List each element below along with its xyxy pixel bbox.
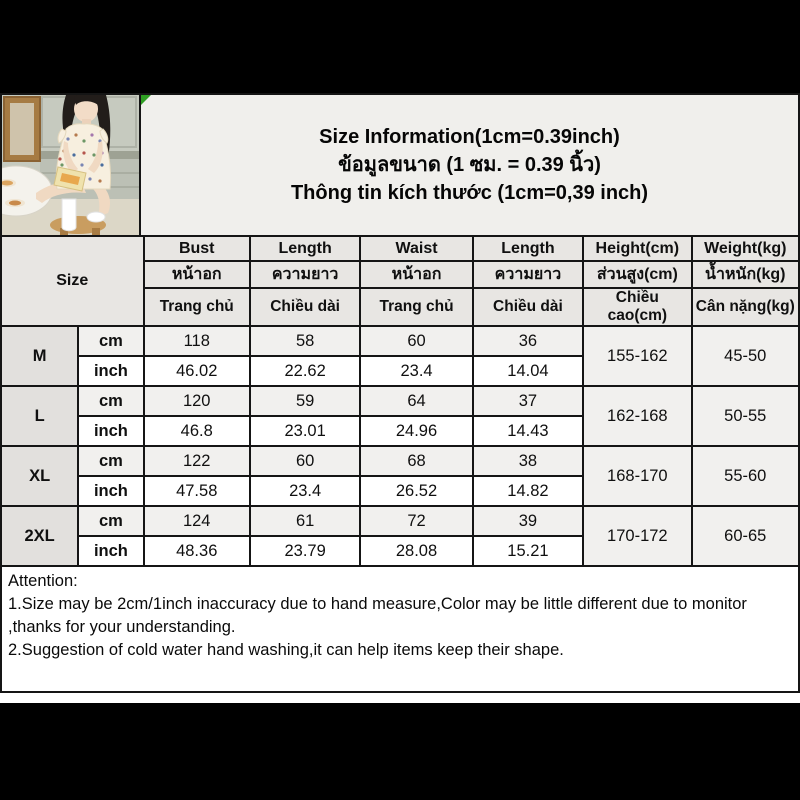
header-length2-vi: Chiều dài xyxy=(473,288,583,326)
table-cell: 28.08 xyxy=(360,536,472,566)
table-cell: 15.21 xyxy=(473,536,583,566)
table-row-m-cm xyxy=(1,326,799,356)
height-range-xl: 168-170 xyxy=(583,446,691,506)
table-cell: 60 xyxy=(360,326,472,356)
size-label-2xl: 2XL xyxy=(1,506,78,566)
header-height-vi: Chiều cao(cm) xyxy=(583,288,691,326)
table-cell: 118 xyxy=(144,326,250,356)
table-row-xl-cm xyxy=(1,446,799,476)
table-cell: 68 xyxy=(360,446,472,476)
green-corner-marker xyxy=(141,95,151,105)
unit-label: inch xyxy=(78,536,143,566)
table-cell: 122 xyxy=(144,446,250,476)
table-cell: 39 xyxy=(473,506,583,536)
table-cell: 23.4 xyxy=(250,476,360,506)
header-weight-en: Weight(kg) xyxy=(692,236,799,261)
title-thai: ข้อมูลขนาด (1 ซม. = 0.39 นิ้ว) xyxy=(338,154,601,176)
header-bust-th: หน้าอก xyxy=(144,261,250,288)
table-cell: 23.79 xyxy=(250,536,360,566)
size-table xyxy=(0,235,800,567)
table-cell: 58 xyxy=(250,326,360,356)
product-photo-illustration xyxy=(2,95,139,235)
table-cell: 61 xyxy=(250,506,360,536)
weight-range-2xl: 60-65 xyxy=(692,506,799,566)
header-length-th: ความยาว xyxy=(250,261,360,288)
table-cell: 22.62 xyxy=(250,356,360,386)
header-weight-th: น้ำหนัก(kg) xyxy=(692,261,799,288)
table-cell: 38 xyxy=(473,446,583,476)
table-cell: 48.36 xyxy=(144,536,250,566)
table-cell: 36 xyxy=(473,326,583,356)
table-row-l-cm xyxy=(1,386,799,416)
attention-heading: Attention: xyxy=(8,572,78,590)
height-range-l: 162-168 xyxy=(583,386,691,446)
table-cell: 26.52 xyxy=(360,476,472,506)
title-english: Size Information(1cm=0.39inch) xyxy=(319,126,620,148)
table-cell: 14.43 xyxy=(473,416,583,446)
header-weight-vi: Cân nặng(kg) xyxy=(692,288,799,326)
table-row-2xl-cm xyxy=(1,506,799,536)
height-range-2xl: 170-172 xyxy=(583,506,691,566)
weight-range-m: 45-50 xyxy=(692,326,799,386)
unit-label: inch xyxy=(78,356,143,386)
header-waist-en: Waist xyxy=(360,236,472,261)
header-length2-en: Length xyxy=(473,236,583,261)
height-range-m: 155-162 xyxy=(583,326,691,386)
table-cell: 14.04 xyxy=(473,356,583,386)
header-waist-th: หน้าอก xyxy=(360,261,472,288)
size-header-cell: Size xyxy=(1,236,144,326)
header-length-vi: Chiều dài xyxy=(250,288,360,326)
table-cell: 37 xyxy=(473,386,583,416)
table-cell: 46.8 xyxy=(144,416,250,446)
bottom-letterbox-bar xyxy=(0,703,800,800)
unit-label: cm xyxy=(78,386,143,416)
table-cell: 120 xyxy=(144,386,250,416)
header-bust-vi: Trang chủ xyxy=(144,288,250,326)
table-cell: 14.82 xyxy=(473,476,583,506)
table-cell: 59 xyxy=(250,386,360,416)
size-label-xl: XL xyxy=(1,446,78,506)
weight-range-xl: 55-60 xyxy=(692,446,799,506)
header-length2-th: ความยาว xyxy=(473,261,583,288)
unit-label: inch xyxy=(78,476,143,506)
unit-label: cm xyxy=(78,446,143,476)
attention-box xyxy=(0,565,800,693)
top-letterbox-bar xyxy=(0,0,800,93)
attention-note-1: 1.Size may be 2cm/1inch inaccuracy due to hand measure,Color may be little different due to monitor ,thanks for your understanding. xyxy=(8,595,747,636)
table-cell: 60 xyxy=(250,446,360,476)
table-cell: 23.4 xyxy=(360,356,472,386)
header-height-th: ส่วนสูง(cm) xyxy=(583,261,691,288)
unit-label: cm xyxy=(78,326,143,356)
table-cell: 124 xyxy=(144,506,250,536)
unit-label: cm xyxy=(78,506,143,536)
weight-range-l: 50-55 xyxy=(692,386,799,446)
size-chart xyxy=(0,93,800,703)
attention-note-2: 2.Suggestion of cold water hand washing,it can help items keep their shape. xyxy=(8,641,564,659)
table-cell: 47.58 xyxy=(144,476,250,506)
title-vietnamese: Thông tin kích thước (1cm=0,39 inch) xyxy=(290,182,649,204)
title-panel xyxy=(141,93,800,237)
unit-label: inch xyxy=(78,416,143,446)
size-label-m: M xyxy=(1,326,78,386)
size-label-l: L xyxy=(1,386,78,446)
table-cell: 46.02 xyxy=(144,356,250,386)
table-cell: 24.96 xyxy=(360,416,472,446)
table-cell: 64 xyxy=(360,386,472,416)
media-row xyxy=(0,93,800,237)
header-row-en xyxy=(1,236,799,261)
table-cell: 72 xyxy=(360,506,472,536)
product-photo xyxy=(0,93,141,237)
header-bust-en: Bust xyxy=(144,236,250,261)
header-height-en: Height(cm) xyxy=(583,236,691,261)
header-length-en: Length xyxy=(250,236,360,261)
header-waist-vi: Trang chủ xyxy=(360,288,472,326)
table-cell: 23.01 xyxy=(250,416,360,446)
